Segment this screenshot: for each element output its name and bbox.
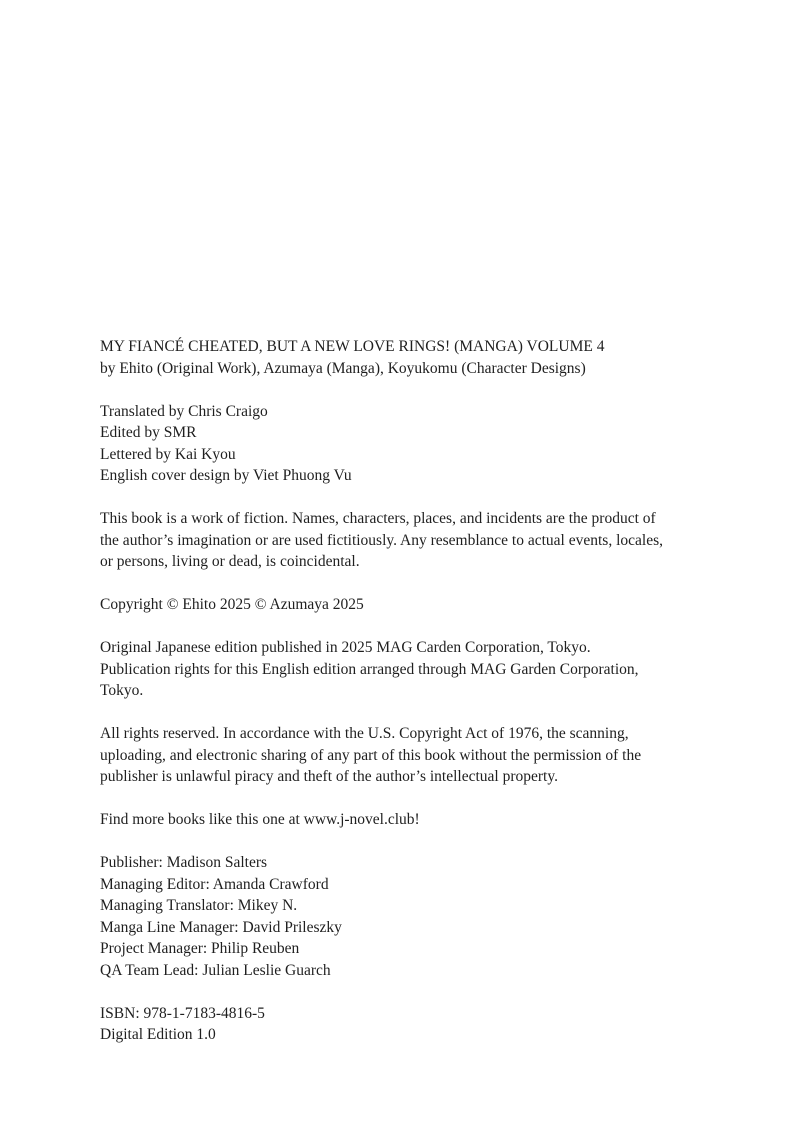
edition-rights-line: Tokyo. [100, 682, 144, 699]
title-block [100, 336, 764, 379]
localization-credits-line: Edited by SMR [100, 424, 197, 441]
staff-list-line: Project Manager: Philip Reuben [100, 940, 300, 957]
localization-credits-line: Translated by Chris Craigo [100, 402, 268, 420]
digital-edition-line: Digital Edition 1.0 [100, 1026, 216, 1043]
colophon-text-block [100, 336, 764, 1067]
rights-notice-line: uploading, and electronic sharing of any part of this book without the permission of the [100, 746, 642, 764]
fiction-disclaimer-line: This book is a work of fiction. Names, characters, places, and incidents are the product of [100, 510, 656, 527]
localization-credits [100, 401, 764, 487]
fiction-disclaimer-line: the author’s imagination or are used fictitiously. Any resemblance to actual events, locales, [100, 531, 663, 549]
localization-credits-line: Lettered by Kai Kyou [100, 445, 236, 463]
edition-rights-line: Publication rights for this English edition arranged through MAG Garden Corporation, [100, 660, 639, 678]
fiction-disclaimer-line: or persons, living or dead, is coincidental. [100, 553, 360, 570]
isbn-line: ISBN: 978-1-7183-4816-5 [100, 1004, 265, 1022]
staff-list-line: Publisher: Madison Salters [100, 854, 268, 871]
staff-list [100, 852, 764, 981]
isbn-block [100, 1003, 764, 1046]
edition-rights-line: Original Japanese edition published in 2025 MAG Carden Corporation, Tokyo. [100, 639, 591, 656]
find-more-line [100, 809, 764, 831]
staff-list-line: Manga Line Manager: David Prileszky [100, 918, 342, 936]
edition-rights [100, 637, 764, 702]
copyright-line [100, 594, 764, 616]
staff-list-line: QA Team Lead: Julian Leslie Guarch [100, 961, 331, 979]
copyright-text: Copyright © Ehito 2025 © Azumaya 2025 [100, 596, 364, 613]
rights-notice-line: All rights reserved. In accordance with the U.S. Copyright Act of 1976, the scanning, [100, 725, 629, 742]
fiction-disclaimer [100, 508, 764, 573]
staff-list-line: Managing Editor: Amanda Crawford [100, 875, 329, 893]
rights-notice [100, 723, 764, 788]
find-more-text: Find more books like this one at www.j-novel.club! [100, 811, 420, 828]
localization-credits-line: English cover design by Viet Phuong Vu [100, 467, 352, 484]
staff-list-line: Managing Translator: Mikey N. [100, 897, 298, 914]
book-byline: by Ehito (Original Work), Azumaya (Manga), Koyukomu (Character Designs) [100, 359, 586, 377]
rights-notice-line: publisher is unlawful piracy and theft of the author’s intellectual property. [100, 768, 558, 785]
book-title: MY FIANCÉ CHEATED, BUT A NEW LOVE RINGS! (MANGA) VOLUME 4 [100, 338, 605, 355]
